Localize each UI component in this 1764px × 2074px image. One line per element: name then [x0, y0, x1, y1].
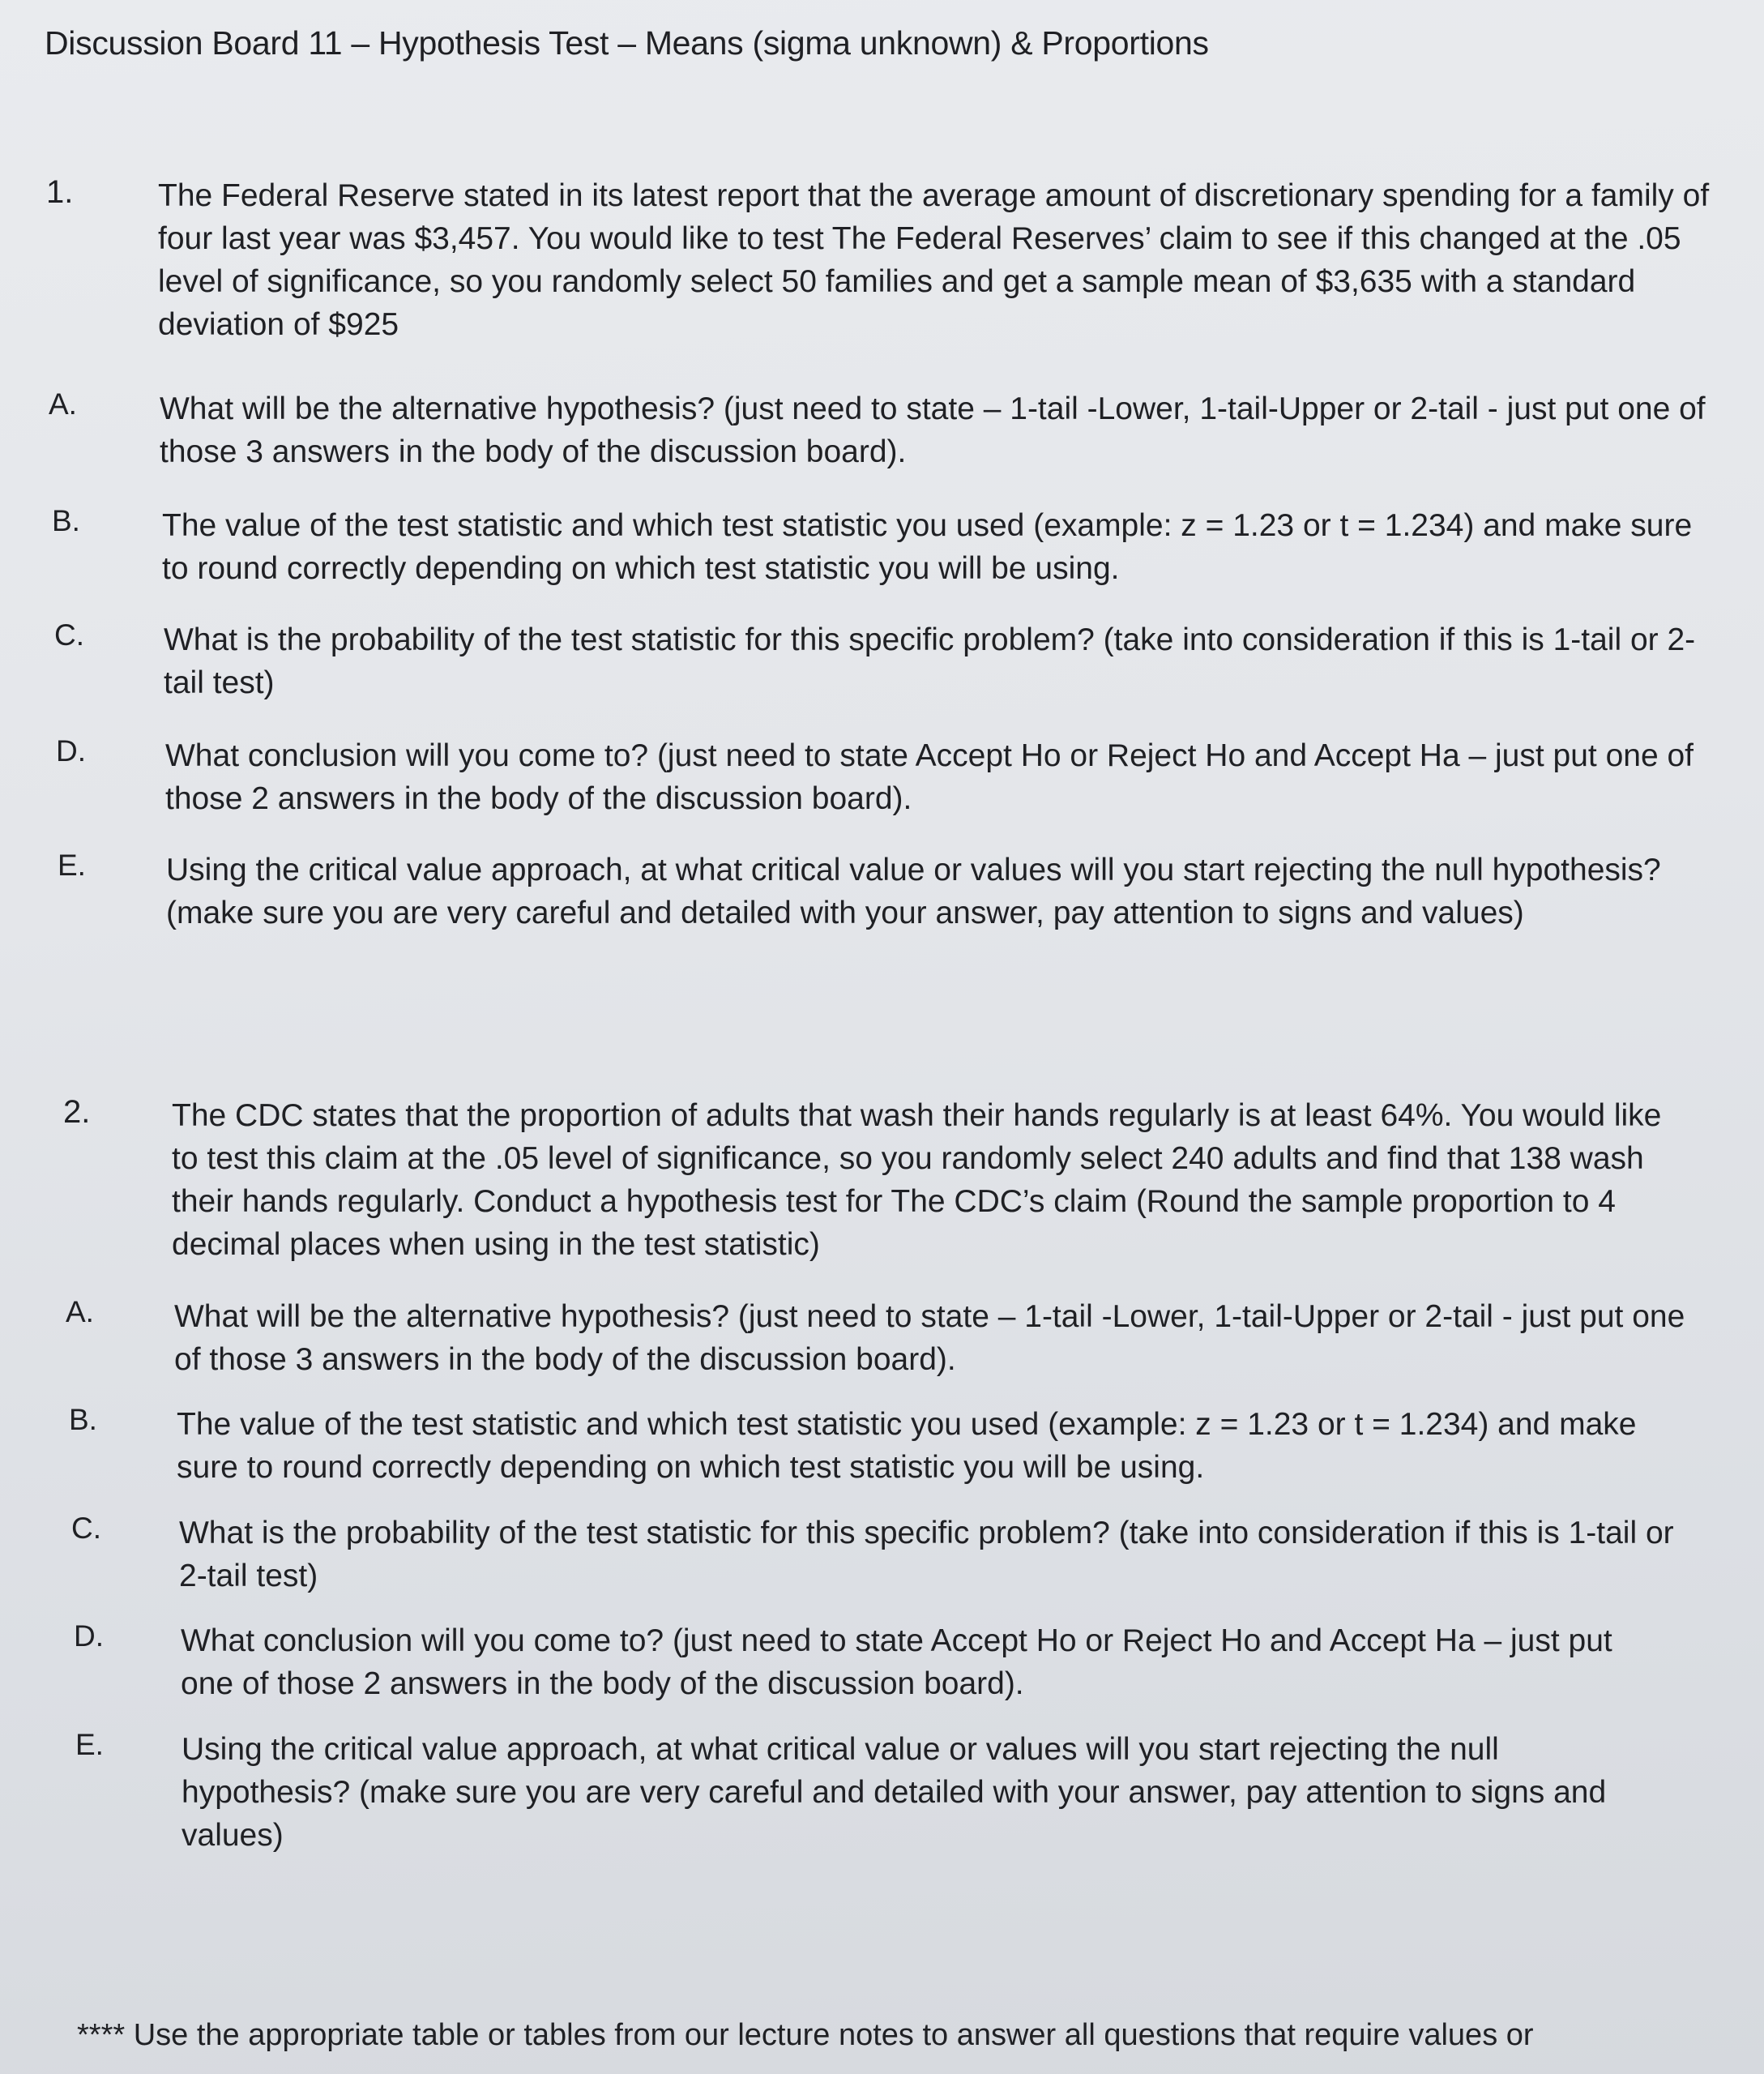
- part-letter: B.: [52, 504, 80, 537]
- part-text: What conclusion will you come to? (just need to state Accept Ho or Reject Ho and Accept Ha – just put one of those 2 answers in the body of the discussion board).: [181, 1623, 1612, 1701]
- part-text: What will be the alternative hypothesis? (just need to state – 1-tail -Lower, 1-tail-Upper or 2-tail - just put one of those 3 answers in the body of the discussion board).: [174, 1299, 1685, 1377]
- part-letter: D.: [56, 734, 86, 768]
- part-letter: C.: [54, 618, 84, 652]
- part-text: What will be the alternative hypothesis? (just need to state – 1-tail -Lower, 1-tail-Upper or 2-tail - just put one of those 3 answers in the body of the discussion board).: [160, 391, 1706, 469]
- part-letter: C.: [71, 1512, 101, 1545]
- part-letter: A.: [66, 1295, 94, 1328]
- part-text: Using the critical value approach, at what critical value or values will you start rejecting the null hypothesis? (make sure you are very careful and detailed with your answer, pay attention to signs and values): [166, 853, 1661, 930]
- part-letter: B.: [69, 1403, 97, 1436]
- part-text: The value of the test statistic and which test statistic you used (example: z = 1.23 or t = 1.234) and make sure to round correctly depending on which test statistic you will be using.: [177, 1407, 1637, 1485]
- part-text: What conclusion will you come to? (just need to state Accept Ho or Reject Ho and Accept Ha – just put one of those 2 answers in the body of the discussion board).: [165, 738, 1694, 816]
- document-title: Discussion Board 11 – Hypothesis Test – Means (sigma unknown) & Proportions: [45, 24, 1209, 62]
- part-letter: D.: [74, 1619, 104, 1653]
- part-text: What is the probability of the test statistic for this specific problem? (take into consideration if this is 1-tail or 2-tail test): [164, 622, 1696, 700]
- question-text: The Federal Reserve stated in its latest report that the average amount of discretionary spending for a family of four last year was $3,457. You would like to test The Federal Reserves’ claim to see if this changed at the .05 level of significance, so you randomly select 50 families and get a sample mean of $3,635 with a standard deviation of $925: [158, 178, 1710, 342]
- part-text: What is the probability of the test statistic for this specific problem? (take into consideration if this is 1-tail or 2-tail test): [179, 1516, 1674, 1593]
- part-letter: E.: [58, 849, 86, 882]
- part-text: The value of the test statistic and which test statistic you used (example: z = 1.23 or t = 1.234) and make sure to round correctly depending on which test statistic you will be using.: [162, 508, 1693, 586]
- part-text: Using the critical value approach, at what critical value or values will you start rejecting the null hypothesis? (make sure you are very careful and detailed with your answer, pay attention to signs and values): [182, 1732, 1607, 1853]
- question-text: The CDC states that the proportion of adults that wash their hands regularly is at least 64%. You would like to test this claim at the .05 level of significance, so you randomly select 240 adults and find that 138 wash their hands regularly. Conduct a hypothesis test for The CDC’s claim (Round the sample proportion to 4 decimal places when using in the test statistic): [172, 1098, 1662, 1262]
- question-number: 2.: [63, 1094, 91, 1130]
- footnote: **** Use the appropriate table or tables from our lecture notes to answer all questions that require values or: [77, 2018, 1534, 2052]
- part-letter: A.: [49, 387, 77, 421]
- part-letter: E.: [75, 1728, 104, 1761]
- question-number: 1.: [46, 174, 74, 210]
